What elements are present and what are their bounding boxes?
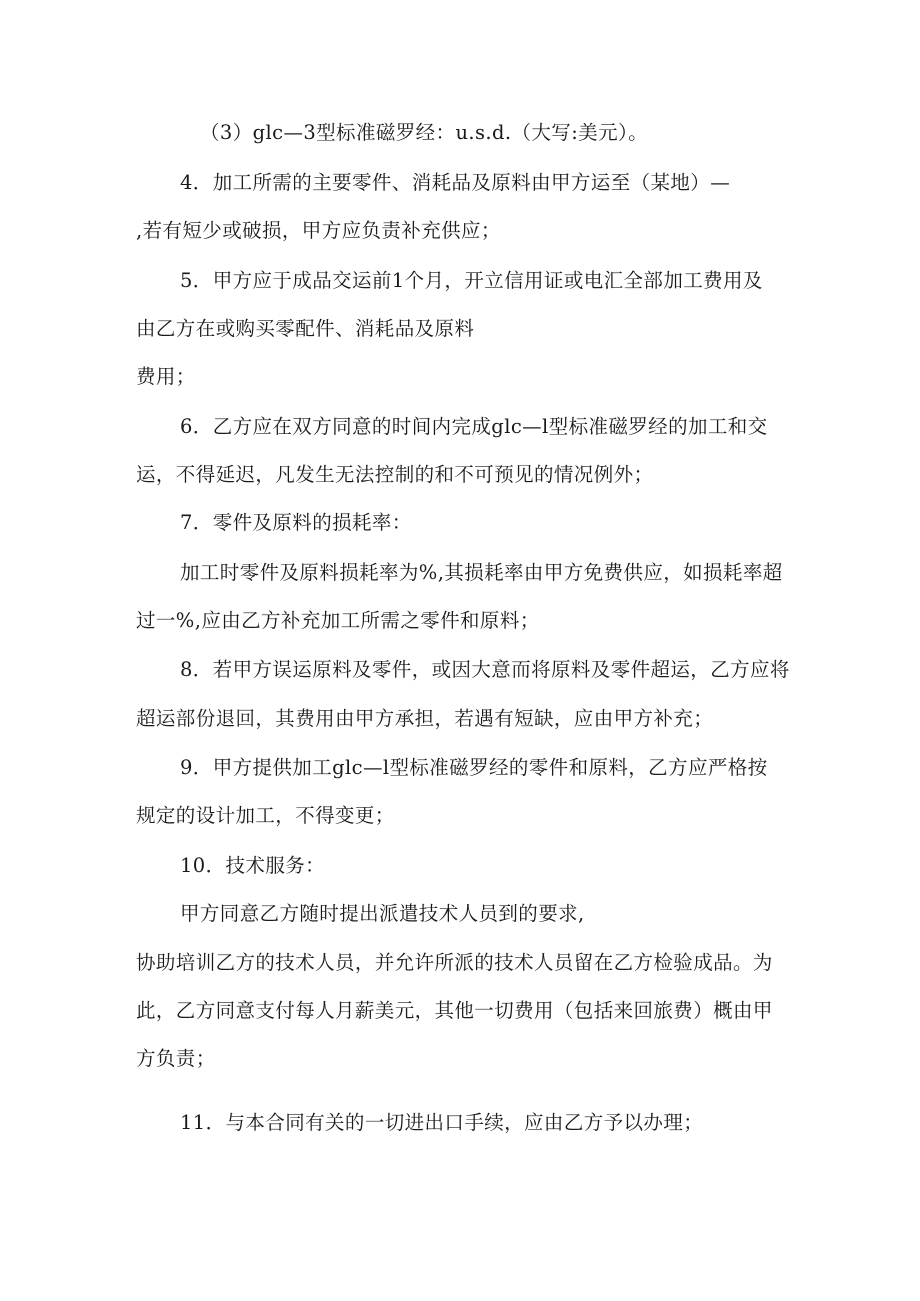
paragraph-line: 由乙方在或购买零配件、消耗品及原料 [136,317,475,340]
paragraph-line: 超运部份退回，其费用由甲方承担，若遇有短缺，应由甲方补充； [136,707,714,730]
paragraph-line: （3）glc—3型标准磁罗经：u.s.d.（大写:美元）。 [200,121,649,144]
paragraph-line: 9．甲方提供加工glc—l型标准磁罗经的零件和原料，乙方应严格按 [180,756,768,779]
paragraph-line: 运，不得延迟，凡发生无法控制的和不可预见的情况例外； [136,463,654,486]
paragraph-line: 7．零件及原料的损耗率： [180,511,412,534]
paragraph-line: 甲方同意乙方随时提出派遣技术人员到的要求, [180,902,585,925]
paragraph-line: 5．甲方应于成品交运前1个月，开立信用证或电汇全部加工费用及 [180,269,763,292]
paragraph-line: 4．加工所需的主要零件、消耗品及原料由甲方运至（某地）— [180,171,731,194]
paragraph-line: 8．若甲方误运原料及零件，或因大意而将原料及零件超运，乙方应将 [180,658,790,681]
paragraph-line: 费用； [136,365,196,388]
paragraph-line: 加工时零件及原料损耗率为%,其损耗率由甲方免费供应，如损耗率超 [180,561,783,584]
paragraph-line: ,若有短少或破损，甲方应负责补充供应； [136,219,501,242]
paragraph-line: 此，乙方同意支付每人月薪美元，其他一切费用（包括来回旅费）概由甲 [136,999,773,1022]
paragraph-line: 过一%,应由乙方补充加工所需之零件和原料； [136,609,540,632]
paragraph-line: 6．乙方应在双方同意的时间内完成glc—l型标准磁罗经的加工和交 [180,415,768,438]
paragraph-line: 11．与本合同有关的一切进出口手续，应由乙方予以办理； [180,1111,704,1134]
paragraph-line: 10．技术服务： [180,854,326,877]
paragraph-line: 方负责； [136,1047,216,1070]
paragraph-line: 规定的设计加工，不得变更； [136,804,395,827]
paragraph-line: 协助培训乙方的技术人员，并允许所派的技术人员留在乙方检验成品。为 [136,951,773,974]
